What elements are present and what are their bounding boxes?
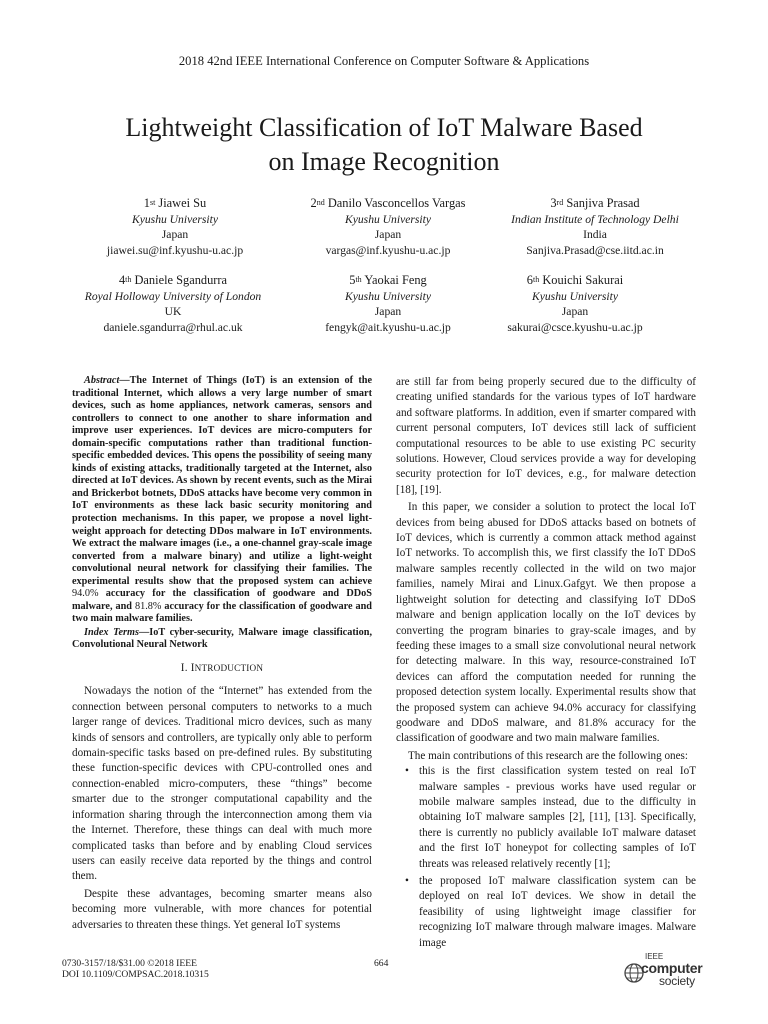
author-4-ordinal: 4	[118, 273, 126, 287]
author-5-affiliation: Kyushu University	[345, 289, 431, 303]
author-6-ordinal: 6	[526, 273, 533, 287]
abstract-text-3: accuracy for the classification of goodware and two main malware families.	[72, 600, 372, 625]
paper-title	[60, 111, 708, 179]
author-5-country: Japan	[374, 305, 402, 318]
section-title-rest: NTRODUCTION	[194, 663, 264, 674]
author-3-ordinal: 3	[550, 196, 557, 210]
author-3-ordinal-suffix: rd	[556, 198, 564, 207]
abstract-text-2: accuracy for the classification of goodware and DDoS malware, and	[72, 588, 372, 612]
list-item	[405, 764, 696, 872]
author-5-name: Yaokai Feng	[364, 273, 427, 287]
list-item-text: this is the first classification system tested on real IoT malware samples - previous works have used regular or mobile malware samples instead, due to the difficulty in obtaining IoT malware samples [2], [11], [13]. Specifically, there is currently no publicly available IoT malware dataset and the first IoT honeypot for collecting samples of IoT threats was released relatively recently [1];	[419, 765, 696, 870]
list-item-text: the proposed IoT malware classification system can be deployed on real IoT devices. We show in detail the feasibility of using lightweight image classifier for recognizing IoT malware through malware images. Malware image	[419, 875, 696, 949]
author-2-email: vargas@inf.kyushu-u.ac.jp	[325, 243, 451, 257]
abstract-accuracy-2: 81.8%	[134, 600, 162, 612]
list-item	[405, 874, 696, 951]
author-1-ordinal-suffix: st	[149, 198, 156, 207]
abstract	[72, 375, 372, 626]
author-3	[475, 196, 715, 258]
author-4-affiliation: Royal Holloway University of London	[84, 289, 262, 303]
author-2-affiliation: Kyushu University	[345, 212, 431, 226]
page-number: 664	[374, 958, 389, 969]
paper-title-line-2: on Image Recognition	[268, 147, 500, 176]
index-terms-label: Index Terms	[84, 626, 139, 638]
logo-ieee: IEEE	[645, 952, 664, 961]
right-column	[396, 375, 696, 951]
abstract-text: —The Internet of Things (IoT) is an extension of the traditional Internet, which allows a very large number of smart devices, such as home appliances, network cameras, sensors and controllers to connect to one another to share information and improve user experiences. IoT devices are micro-computers for domain-specific computations rather than traditional function-specific embedded devices. This opens the possibility of seeing many kinds of existing attacks, traditionally targeted at the Internet, also directed at IoT devices. As shown by recent events, such as the Mirai and Brickerbot botnets, DDoS attacks have become very common in IoT environments as these lack basic security monitoring and protection mechanisms. In this paper, we propose a novel light-weight approach for detecting DDos malware in IoT environments. We extract the malware images (i.e., a one-channel gray-scale image converted from a malware binary) and utilize a light-weight convolutional neural network for classifying their families. The experimental results show that the proposed system can achieve	[72, 375, 372, 587]
author-3-country: India	[583, 228, 607, 241]
author-2-name: Danilo Vasconcellos Vargas	[327, 196, 466, 210]
section-heading-introduction	[72, 661, 372, 676]
author-2-country: Japan	[374, 228, 402, 241]
left-column	[72, 375, 372, 933]
conference-header: 2018 42nd IEEE International Conference on Computer Software & Applications	[178, 54, 590, 68]
computer-society-logo	[623, 952, 713, 992]
author-3-name: Sanjiva Prasad	[566, 196, 640, 210]
author-1-name: Jiawei Su	[158, 196, 207, 210]
author-2	[268, 196, 508, 258]
footer-doi: DOI 10.1109/COMPSAC.2018.10315	[62, 969, 209, 980]
abstract-accuracy-1: 94.0%	[72, 588, 99, 600]
author-4-name: Daniele Sgandurra	[134, 273, 228, 287]
abstract-label: Abstract	[84, 375, 120, 386]
logo-computer: computer	[641, 960, 703, 976]
author-1-ordinal: 1	[143, 196, 150, 210]
intro-paragraph-5: The main contributions of this research are the following ones:	[408, 749, 688, 762]
section-numeral: I.	[180, 662, 191, 675]
intro-paragraph-4: In this paper, we consider a solution to protect the local IoT devices from being abused for DDoS attacks based on botnets of IoT devices, which is currently a common attack method against IoT networks. To accomplish this, we first classify the IoT DDoS malware samples recently collected in the wild on two major families, namely Mirai and Linux.Gafgyt. We then propose a lightweight solution for detecting and classifying IoT DDoS malware and benign application locally on the IoT devices by converting the program binaries to gray-scale images, and by feeding these images to a small size convolutional neural network for detecting malware. In this way, resource-constrained IoT devices can afford the computation needed for running the proposed detection system locally. Experimental results show that the proposed system can achieve 94.0% accuracy for classifying goodware and DDoS malware, and 81.8% accuracy for the classification of goodware and two main malware families.	[396, 501, 696, 745]
intro-paragraph-3: are still far from being properly secured due to the difficulty of creating unified standards for the various types of IoT hardware and software platforms. In addition, even if smarter compared with current personal computers, IoT devices still lack of sufficient computational resources to be able to use existing PC security solutions. However, Cloud services provide a way for developing security protection for IoT devices, e.g., for malware detection [18], [19].	[396, 376, 696, 496]
intro-paragraph-1: Nowadays the notion of the “Internet” has extended from the connection between personal computers to networks to a much larger range of devices. Traditional micro devices, such as many kinds of sensors and controllers, are typically only able to perform domain-specific tasks based on pre-defined rules. By substituting these function-specific devices with CPU-controlled ones and connection-enabled micro-computers, these “things” become smarter due to the stronger computational capability and the information sharing through the interconnection among them via the Internet. Therefore, these things can deal with much more complicated tasks than before and by enabling Cloud services users can easily receive data reported by the things and control them.	[72, 685, 372, 883]
author-6	[455, 273, 695, 335]
author-6-affiliation: Kyushu University	[532, 289, 618, 303]
author-6-name: Kouichi Sakurai	[542, 273, 624, 287]
index-terms-text: —IoT cyber-security, Malware image classification, Convolutional Neural Network	[72, 626, 373, 651]
author-1	[55, 196, 295, 258]
index-terms	[72, 627, 372, 652]
author-4	[53, 273, 293, 335]
author-1-country: Japan	[161, 228, 189, 241]
author-1-email: jiawei.su@inf.kyushu-u.ac.jp	[106, 243, 244, 257]
author-2-ordinal: 2	[310, 196, 317, 210]
author-5-email: fengyk@ait.kyushu-u.ac.jp	[325, 320, 451, 334]
footer-copyright	[62, 958, 209, 980]
author-3-affiliation: Indian Institute of Technology Delhi	[511, 212, 679, 226]
author-1-affiliation: Kyushu University	[132, 212, 218, 226]
contributions-list	[396, 764, 696, 951]
author-6-ordinal-suffix: th	[532, 275, 540, 284]
author-5-ordinal: 5	[349, 273, 356, 287]
section-first-letter: I	[190, 662, 195, 675]
bullet-icon: •	[405, 765, 409, 778]
author-4-email: daniele.sgandurra@rhul.ac.uk	[103, 320, 243, 334]
paper-title-line-1: Lightweight Classification of IoT Malware Based	[125, 113, 643, 142]
author-6-email: sakurai@csce.kyushu-u.ac.jp	[507, 320, 643, 334]
author-2-ordinal-suffix: nd	[316, 198, 325, 207]
author-4-country: UK	[164, 305, 182, 318]
author-3-email: Sanjiva.Prasad@cse.iitd.ac.in	[526, 243, 664, 257]
author-4-ordinal-suffix: th	[125, 275, 132, 284]
footer-issn: 0730-3157/18/$31.00 ©2018 IEEE	[62, 958, 197, 969]
author-5-ordinal-suffix: th	[355, 275, 362, 284]
author-6-country: Japan	[561, 305, 589, 318]
intro-paragraph-2: Despite these advantages, becoming smarter means also becoming more vulnerable, with more chances for potential adversaries to threaten these things. Yet general IoT systems	[72, 887, 372, 931]
logo-society: society	[659, 974, 695, 988]
bullet-icon: •	[405, 875, 409, 887]
